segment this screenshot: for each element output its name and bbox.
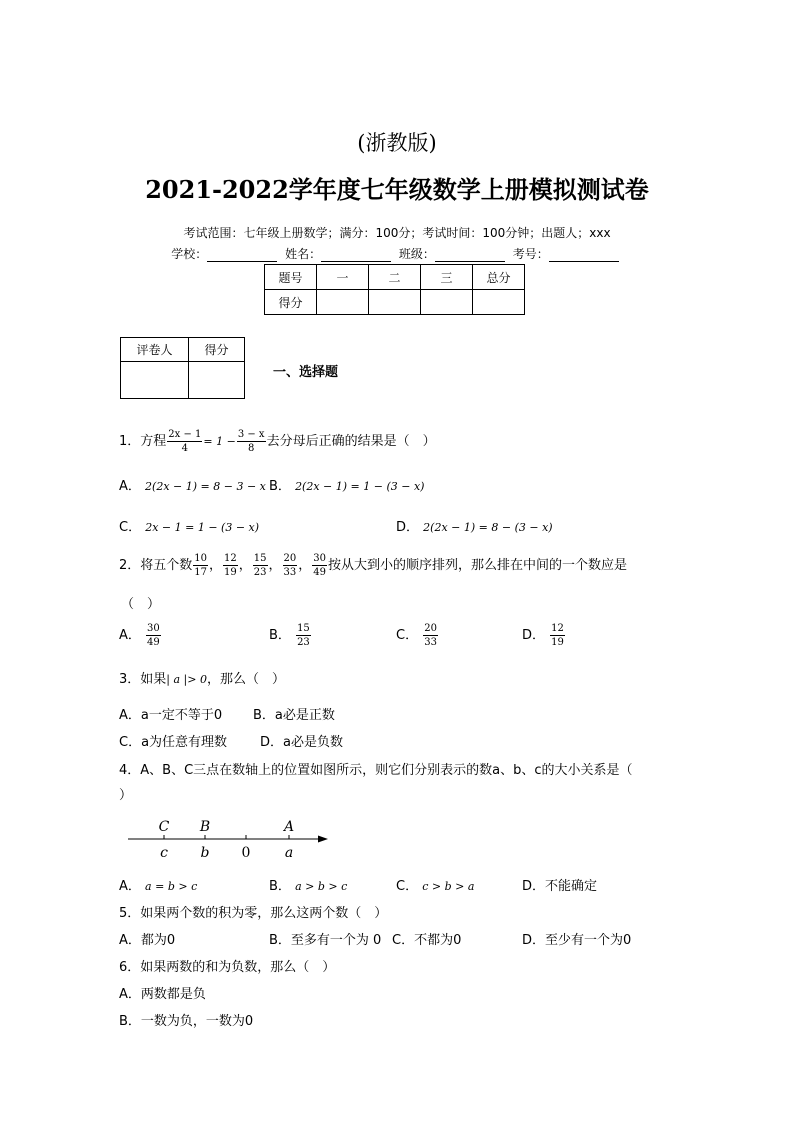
- option-label: B．: [269, 879, 291, 894]
- fraction-denominator: 23: [297, 637, 310, 648]
- q1-fraction-1: [167, 428, 202, 455]
- separator: ，: [209, 558, 223, 573]
- value-label-c: c: [160, 845, 168, 861]
- option-text: 2(2x − 1) = 8 − 3 − x: [145, 480, 266, 493]
- fraction-denominator: 8: [248, 443, 255, 454]
- q1-fraction-2: [237, 428, 266, 455]
- q4-option-b[interactable]: [269, 875, 347, 894]
- option-label: C．: [396, 879, 419, 894]
- review-table: [120, 337, 245, 399]
- q2-option-d[interactable]: [522, 622, 566, 649]
- exam-no-blank[interactable]: [549, 249, 619, 262]
- value-label-a: a: [284, 845, 294, 861]
- q1-prefix: 1．方程: [119, 434, 167, 449]
- q3-option-a[interactable]: A．a一定不等于0: [119, 708, 223, 723]
- option-label: C．: [119, 520, 142, 535]
- q1-option-b[interactable]: [269, 475, 424, 494]
- q2-fraction: [283, 552, 298, 579]
- score-header-cell: 总分: [473, 265, 525, 290]
- option-text: c > b > a: [422, 880, 475, 893]
- q5-option-b[interactable]: B．至多有一个为 0: [269, 933, 382, 948]
- value-label-zero: 0: [241, 845, 251, 861]
- q3-option-d[interactable]: D．a必是负数: [260, 735, 343, 750]
- school-blank[interactable]: [207, 249, 277, 262]
- q6-option-a[interactable]: A．两数都是负: [119, 987, 206, 1002]
- q2-suffix: 按从大到小的顺序排列，那么排在中间的一个数应是: [328, 558, 628, 573]
- option-label: A．: [119, 879, 141, 894]
- point-label-A: A: [283, 819, 295, 835]
- option-fraction: [296, 622, 311, 649]
- option-label: A．: [119, 628, 141, 643]
- q2-option-a[interactable]: [119, 622, 162, 649]
- option-text: 2(2x − 1) = 8 − (3 − x): [423, 521, 553, 534]
- score-value-row: [265, 290, 525, 315]
- fraction-denominator: 49: [313, 567, 327, 578]
- reviewer-header: 评卷人: [121, 338, 189, 362]
- question-1: [119, 428, 436, 455]
- fraction-numerator: 20: [424, 623, 437, 634]
- q6-option-b[interactable]: B．一数为负，一数为0: [119, 1014, 254, 1029]
- question-6: 6．如果两数的和为负数，那么（ ）: [119, 960, 336, 975]
- q2-fraction: [223, 552, 238, 579]
- name-label: 姓名：: [285, 247, 322, 261]
- option-label: D．: [396, 520, 420, 535]
- q5-option-d[interactable]: D．至少有一个为0: [522, 933, 632, 948]
- q2-option-c[interactable]: [396, 622, 439, 649]
- score-header-cell: 三: [421, 265, 473, 290]
- fraction-numerator: 12: [224, 553, 237, 564]
- score-cell[interactable]: [369, 290, 421, 315]
- fraction-denominator: 33: [283, 567, 297, 578]
- edition-label: (浙教版): [357, 131, 437, 155]
- option-text: a > b > c: [295, 880, 348, 893]
- q1-option-d[interactable]: [396, 516, 553, 535]
- q5-option-a[interactable]: A．都为0: [119, 933, 176, 948]
- option-label: B．: [269, 479, 291, 494]
- option-label: A．: [119, 479, 141, 494]
- q3-expression: | a |> 0: [166, 673, 207, 686]
- q2-option-b[interactable]: [269, 622, 312, 649]
- score-header-row: [265, 265, 525, 290]
- question-2: [119, 552, 627, 579]
- score-row-label: 得分: [265, 290, 317, 315]
- fraction-numerator: 20: [283, 553, 297, 564]
- school-label: 学校：: [171, 247, 208, 261]
- separator: ，: [268, 558, 282, 573]
- question-3: [119, 668, 285, 687]
- q4-option-a[interactable]: [119, 875, 197, 894]
- student-fields: [0, 245, 794, 262]
- fraction-numerator: 3 − x: [237, 429, 265, 440]
- point-label-B: B: [199, 819, 211, 835]
- separator: ，: [238, 558, 252, 573]
- q1-option-a[interactable]: [119, 475, 266, 494]
- point-label-C: C: [158, 819, 170, 835]
- q2-fraction: [253, 552, 268, 579]
- option-label: C．: [396, 628, 419, 643]
- value-label-b: b: [200, 845, 210, 861]
- exam-title: 2021-2022学年度七年级数学上册模拟测试卷: [145, 175, 649, 204]
- option-fraction: [146, 622, 161, 649]
- score-header-cell: 题号: [265, 265, 317, 290]
- section-heading: 一、选择题: [273, 365, 339, 380]
- fraction-numerator: 12: [551, 623, 564, 634]
- question-4-cont: ）: [119, 788, 133, 803]
- q5-option-c[interactable]: C．不都为0: [392, 933, 462, 948]
- q1-option-c[interactable]: [119, 516, 259, 535]
- exam-no-label: 考号：: [512, 247, 549, 261]
- option-label: D．: [522, 628, 546, 643]
- class-blank[interactable]: [435, 249, 505, 262]
- number-line-figure: [120, 814, 335, 864]
- review-score-header: 得分: [189, 338, 245, 362]
- score-header-cell: 二: [369, 265, 421, 290]
- fraction-numerator: 15: [297, 623, 310, 634]
- score-cell[interactable]: [473, 290, 525, 315]
- q1-suffix: 去分母后正确的结果是（ ）: [266, 434, 436, 449]
- score-cell[interactable]: [421, 290, 473, 315]
- fraction-numerator: 30: [147, 623, 160, 634]
- q1-equals: = 1 −: [203, 435, 236, 448]
- fraction-denominator: 17: [194, 567, 208, 578]
- q3-option-b[interactable]: B．a必是正数: [253, 708, 335, 723]
- option-label: B．: [269, 628, 291, 643]
- option-text: 2(2x − 1) = 1 − (3 − x): [295, 480, 425, 493]
- fraction-denominator: 33: [424, 637, 437, 648]
- q2-prefix: 2．将五个数: [119, 558, 193, 573]
- score-header-cell: 一: [317, 265, 369, 290]
- fraction-denominator: 23: [253, 567, 267, 578]
- reviewer-cell[interactable]: [121, 362, 189, 399]
- q3-suffix: ，那么（ ）: [206, 672, 285, 687]
- q2-fraction: [193, 552, 208, 579]
- class-label: 班级：: [398, 247, 435, 261]
- name-blank[interactable]: [321, 249, 391, 262]
- fraction-denominator: 49: [147, 637, 160, 648]
- q3-option-c[interactable]: C．a为任意有理数: [119, 735, 228, 750]
- review-score-cell[interactable]: [189, 362, 245, 399]
- separator: ，: [298, 558, 312, 573]
- q4-option-d[interactable]: D．不能确定: [522, 879, 598, 894]
- arrow-icon: [318, 836, 328, 843]
- exam-info: 考试范围：七年级上册数学；满分：100分；考试时间：100分钟；出题人；xxx: [183, 226, 611, 240]
- q3-prefix: 3．如果: [119, 672, 167, 687]
- fraction-denominator: 19: [224, 567, 237, 578]
- score-table: [264, 264, 525, 315]
- q2-fraction: [312, 552, 327, 579]
- q4-option-c[interactable]: [396, 875, 474, 894]
- fraction-numerator: 15: [253, 553, 267, 564]
- score-cell[interactable]: [317, 290, 369, 315]
- q2-paren: （ ）: [121, 597, 161, 612]
- question-5: 5．如果两个数的积为零，那么这两个数（ ）: [119, 906, 388, 921]
- fraction-numerator: 2x − 1: [168, 429, 202, 440]
- option-fraction: [423, 622, 438, 649]
- option-fraction: [550, 622, 565, 649]
- fraction-denominator: 4: [181, 443, 189, 454]
- fraction-denominator: 19: [551, 637, 564, 648]
- fraction-numerator: 30: [313, 553, 327, 564]
- option-text: 2x − 1 = 1 − (3 − x): [145, 521, 260, 534]
- option-text: a = b > c: [145, 880, 198, 893]
- fraction-numerator: 10: [194, 553, 208, 564]
- question-4: 4．A、B、C三点在数轴上的位置如图所示，则它们分别表示的数a、b、c的大小关系是（: [119, 763, 633, 778]
